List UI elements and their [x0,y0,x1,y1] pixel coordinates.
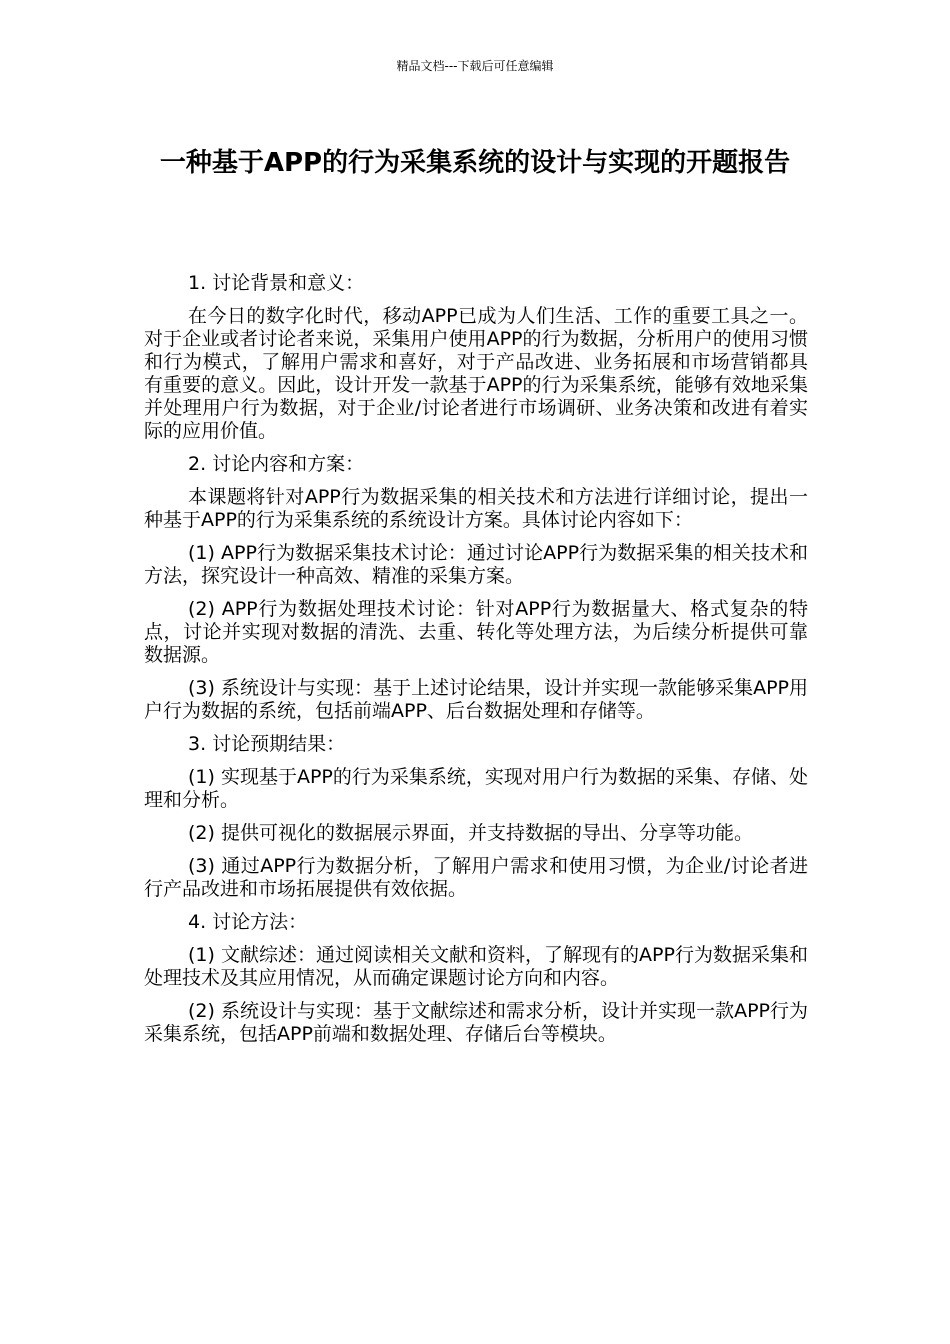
list-item-content-3: (3) 系统设计与实现：基于上述讨论结果，设计并实现一款能够采集APP用户行为数据的系统，包括前端APP、后台数据处理和存储等。 [144,677,808,722]
list-item-content-2: (2) APP行为数据处理技术讨论：针对APP行为数据量大、格式复杂的特点，讨论并实现对数据的清洗、去重、转化等处理方法，为后续分析提供可靠数据源。 [144,598,808,666]
list-item-results-3: (3) 通过APP行为数据分析，了解用户需求和使用习惯，为企业/讨论者进行产品改进和市场拓展提供有效依据。 [144,855,808,900]
paragraph-background: 在今日的数字化时代，移动APP已成为人们生活、工作的重要工具之一。对于企业或者讨论者来说，采集用户使用APP的行为数据，分析用户的使用习惯和行为模式，了解用户需求和喜好，对于产品改进、业务拓展和市场营销都具有重要的意义。因此，设计开发一款基于APP的行为采集系统，能够有效地采集并处理用户行为数据，对于企业/讨论者进行市场调研、业务决策和改进有着实际的应用价值。 [144,305,808,442]
section-heading-methods: 4. 讨论方法： [188,911,308,933]
section-heading-background: 1. 讨论背景和意义： [188,272,365,294]
list-item-methods-1: (1) 文献综述：通过阅读相关文献和资料，了解现有的APP行为数据采集和处理技术及其应用情况，从而确定课题讨论方向和内容。 [144,944,808,989]
document-title: 一种基于APP的行为采集系统的设计与实现的开题报告 [159,148,791,178]
section-heading-results: 3. 讨论预期结果： [188,733,346,755]
page-header: 精品文档---下载后可任意编辑 [396,59,554,73]
list-item-results-2: (2) 提供可视化的数据展示界面，并支持数据的导出、分享等功能。 [188,822,753,844]
list-item-methods-2: (2) 系统设计与实现：基于文献综述和需求分析，设计并实现一款APP行为采集系统，包括APP前端和数据处理、存储后台等模块。 [144,1000,808,1045]
document-body [144,272,808,1056]
list-item-results-1: (1) 实现基于APP的行为采集系统，实现对用户行为数据的采集、存储、处理和分析。 [144,766,808,811]
list-item-content-1: (1) APP行为数据采集技术讨论：通过讨论APP行为数据采集的相关技术和方法，探究设计一种高效、精准的采集方案。 [144,542,808,587]
section-heading-content: 2. 讨论内容和方案： [188,453,365,475]
paragraph-content-intro: 本课题将针对APP行为数据采集的相关技术和方法进行详细讨论，提出一种基于APP的行为采集系统的系统设计方案。具体讨论内容如下： [144,486,808,531]
